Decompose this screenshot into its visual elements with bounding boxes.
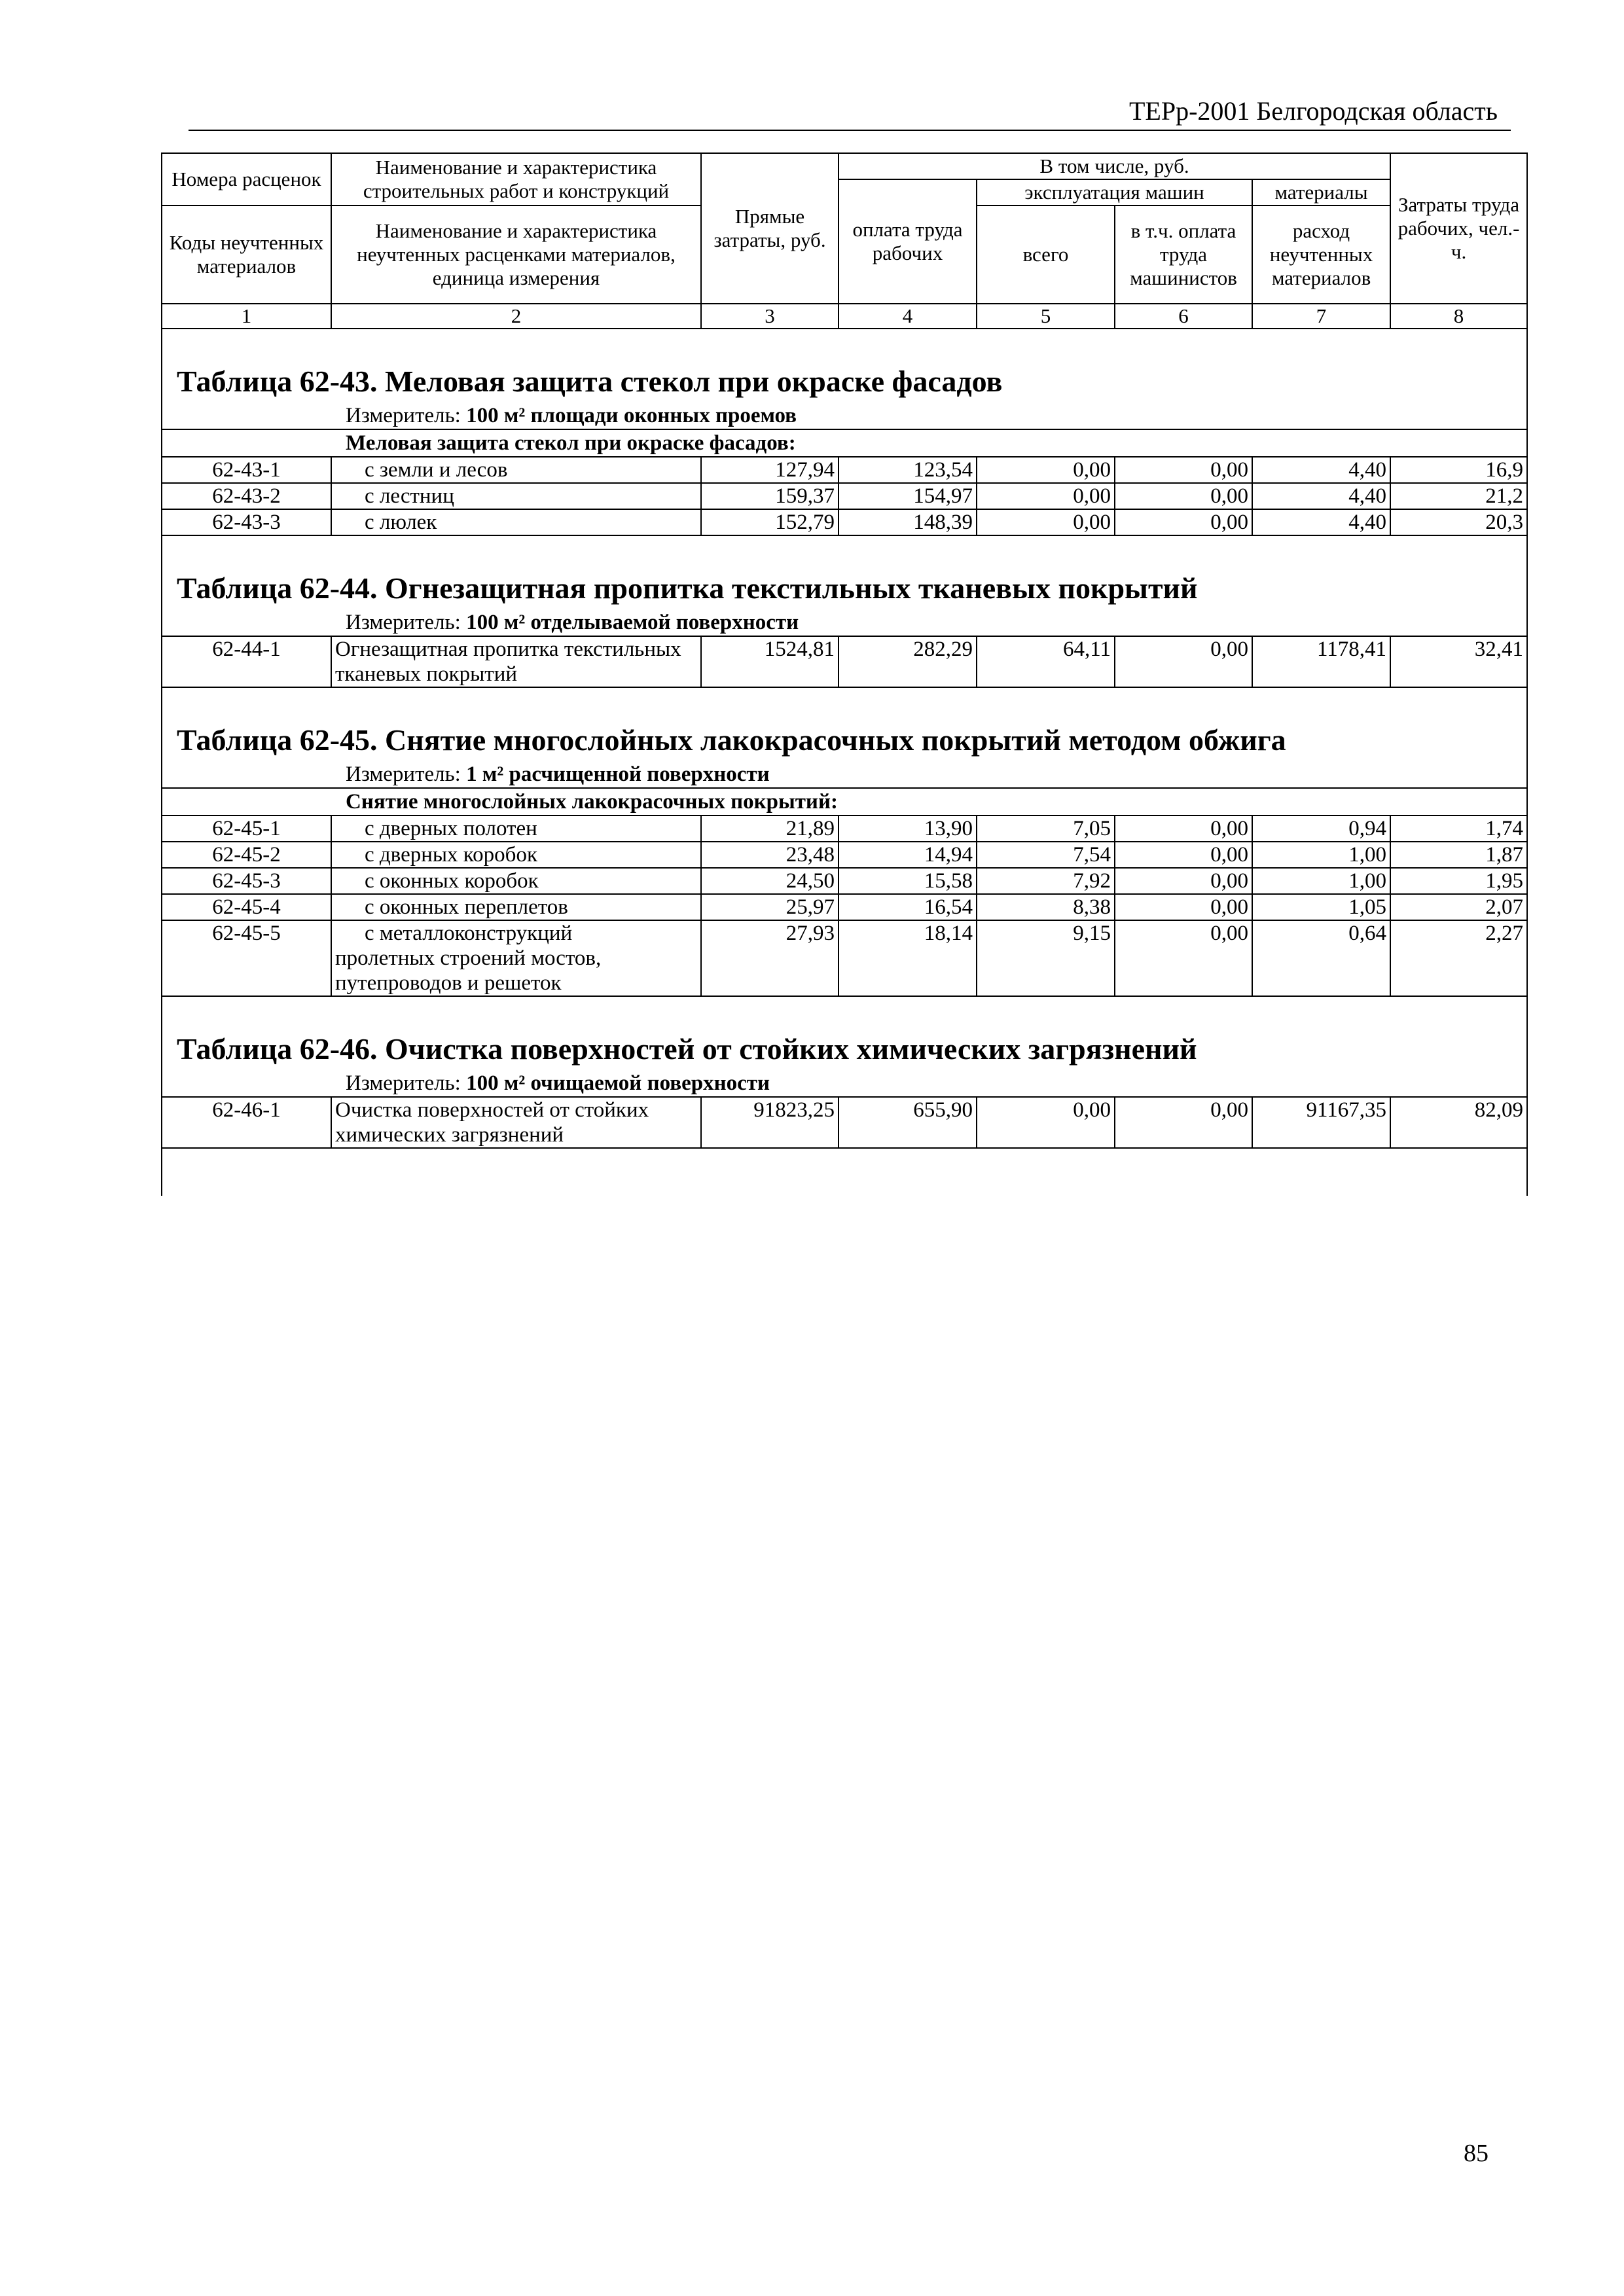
col1-top-header: Номера расценок bbox=[162, 153, 331, 206]
table-continuation bbox=[162, 1148, 1527, 1196]
col7-header: расход неучтенных материалов bbox=[1252, 206, 1390, 304]
direct-costs: 21,89 bbox=[701, 816, 839, 842]
section-gap bbox=[162, 535, 1527, 567]
rates-table bbox=[161, 152, 1528, 1196]
operator-wages: 0,00 bbox=[1115, 816, 1252, 842]
table-row bbox=[162, 868, 1527, 894]
worker-wages: 15,58 bbox=[839, 868, 977, 894]
col-number: 3 bbox=[701, 304, 839, 329]
col-number: 8 bbox=[1390, 304, 1527, 329]
rate-code: 62-45-1 bbox=[162, 816, 331, 842]
section-title: Таблица 62-43. Меловая защита стекол при окраске фасадов bbox=[162, 361, 1527, 403]
direct-costs: 152,79 bbox=[701, 509, 839, 535]
materials-cost: 1,00 bbox=[1252, 842, 1390, 868]
col3-header: Прямые затраты, руб. bbox=[701, 153, 839, 304]
materials-cost: 91167,35 bbox=[1252, 1097, 1390, 1148]
rate-name: с оконных коробок bbox=[331, 868, 701, 894]
labor-hours: 82,09 bbox=[1390, 1097, 1527, 1148]
materials-cost: 4,40 bbox=[1252, 483, 1390, 509]
rate-code: 62-43-1 bbox=[162, 457, 331, 483]
machines-total: 8,38 bbox=[977, 894, 1115, 920]
table-row bbox=[162, 483, 1527, 509]
measure-unit bbox=[162, 761, 1527, 788]
measure-unit bbox=[162, 1070, 1527, 1097]
materials-cost: 1178,41 bbox=[1252, 636, 1390, 687]
rate-name: с люлек bbox=[331, 509, 701, 535]
materials-cost: 0,94 bbox=[1252, 816, 1390, 842]
table-row bbox=[162, 457, 1527, 483]
worker-wages: 13,90 bbox=[839, 816, 977, 842]
col5-header: всего bbox=[977, 206, 1115, 304]
machines-total: 0,00 bbox=[977, 483, 1115, 509]
worker-wages: 154,97 bbox=[839, 483, 977, 509]
measure-value: 1 м² расчищенной поверхности bbox=[466, 762, 770, 786]
labor-hours: 20,3 bbox=[1390, 509, 1527, 535]
rate-name-line1: с металлоконструкций bbox=[365, 922, 573, 945]
machines-total: 7,92 bbox=[977, 868, 1115, 894]
operator-wages: 0,00 bbox=[1115, 920, 1252, 996]
page-number: 85 bbox=[1464, 2140, 1489, 2167]
rate-code: 62-43-3 bbox=[162, 509, 331, 535]
measure-value: 100 м² отделываемой поверхности bbox=[466, 611, 799, 634]
table-row bbox=[162, 920, 1527, 996]
col6-header: в т.ч. оплата труда машинистов bbox=[1115, 206, 1252, 304]
running-title: ТЕРр-2001 Белгородская область bbox=[1128, 96, 1498, 126]
measure-unit bbox=[162, 403, 1527, 429]
rate-name: с земли и лесов bbox=[331, 457, 701, 483]
operator-wages: 0,00 bbox=[1115, 1097, 1252, 1148]
measure-label: Измеритель: bbox=[346, 611, 461, 634]
table-row bbox=[162, 894, 1527, 920]
rate-code: 62-44-1 bbox=[162, 636, 331, 687]
worker-wages: 282,29 bbox=[839, 636, 977, 687]
labor-hours: 32,41 bbox=[1390, 636, 1527, 687]
rate-name bbox=[331, 920, 701, 996]
section-title: Таблица 62-45. Снятие многослойных лакокрасочных покрытий методом обжига bbox=[162, 719, 1527, 761]
direct-costs: 127,94 bbox=[701, 457, 839, 483]
worker-wages: 18,14 bbox=[839, 920, 977, 996]
direct-costs: 25,97 bbox=[701, 894, 839, 920]
rate-code: 62-45-3 bbox=[162, 868, 331, 894]
page-header bbox=[189, 92, 1511, 131]
col-number: 6 bbox=[1115, 304, 1252, 329]
operator-wages: 0,00 bbox=[1115, 842, 1252, 868]
section-title: Таблица 62-44. Огнезащитная пропитка текстильных тканевых покрытий bbox=[162, 567, 1527, 609]
section-gap bbox=[162, 687, 1527, 719]
rate-name: Огнезащитная пропитка текстильных тканевых покрытий bbox=[331, 636, 701, 687]
col1-bottom-header: Коды неучтенных материалов bbox=[162, 206, 331, 304]
col-number: 2 bbox=[331, 304, 701, 329]
labor-hours: 1,74 bbox=[1390, 816, 1527, 842]
operator-wages: 0,00 bbox=[1115, 509, 1252, 535]
group-heading: Меловая защита стекол при окраске фасадов: bbox=[162, 429, 1527, 457]
machines-total: 64,11 bbox=[977, 636, 1115, 687]
table-row bbox=[162, 816, 1527, 842]
operator-wages: 0,00 bbox=[1115, 483, 1252, 509]
rate-name-line2: пролетных строений мостов, путепроводов и решеток bbox=[335, 946, 602, 995]
materials-cost: 0,64 bbox=[1252, 920, 1390, 996]
table-row bbox=[162, 1097, 1527, 1148]
rate-name: с лестниц bbox=[331, 483, 701, 509]
table-row bbox=[162, 636, 1527, 687]
operator-wages: 0,00 bbox=[1115, 636, 1252, 687]
labor-hours: 1,87 bbox=[1390, 842, 1527, 868]
direct-costs: 1524,81 bbox=[701, 636, 839, 687]
col-number: 5 bbox=[977, 304, 1115, 329]
col-number: 1 bbox=[162, 304, 331, 329]
rate-code: 62-43-2 bbox=[162, 483, 331, 509]
measure-label: Измеритель: bbox=[346, 404, 461, 427]
operator-wages: 0,00 bbox=[1115, 868, 1252, 894]
worker-wages: 123,54 bbox=[839, 457, 977, 483]
materials-cost: 1,05 bbox=[1252, 894, 1390, 920]
worker-wages: 655,90 bbox=[839, 1097, 977, 1148]
machines-total: 7,54 bbox=[977, 842, 1115, 868]
labor-hours: 16,9 bbox=[1390, 457, 1527, 483]
rate-code: 62-46-1 bbox=[162, 1097, 331, 1148]
direct-costs: 91823,25 bbox=[701, 1097, 839, 1148]
table-row bbox=[162, 842, 1527, 868]
machines-total: 0,00 bbox=[977, 509, 1115, 535]
rate-name: с оконных переплетов bbox=[331, 894, 701, 920]
col-number: 4 bbox=[839, 304, 977, 329]
worker-wages: 14,94 bbox=[839, 842, 977, 868]
rate-name: с дверных полотен bbox=[331, 816, 701, 842]
measure-label: Измеритель: bbox=[346, 762, 461, 786]
operator-wages: 0,00 bbox=[1115, 457, 1252, 483]
direct-costs: 27,93 bbox=[701, 920, 839, 996]
direct-costs: 23,48 bbox=[701, 842, 839, 868]
col2-top-header: Наименование и характеристика строительных работ и конструкций bbox=[331, 153, 701, 206]
col4-header: оплата труда рабочих bbox=[839, 179, 977, 304]
table-row bbox=[162, 509, 1527, 535]
measure-unit bbox=[162, 609, 1527, 636]
measure-value: 100 м² площади оконных проемов bbox=[466, 404, 797, 427]
labor-hours: 21,2 bbox=[1390, 483, 1527, 509]
section-gap bbox=[162, 329, 1527, 361]
labor-hours: 1,95 bbox=[1390, 868, 1527, 894]
machines-header: эксплуатация машин bbox=[977, 179, 1252, 206]
included-header: В том числе, руб. bbox=[839, 153, 1390, 179]
measure-value: 100 м² очищаемой поверхности bbox=[466, 1071, 770, 1095]
rate-code: 62-45-2 bbox=[162, 842, 331, 868]
measure-label: Измеритель: bbox=[346, 1071, 461, 1095]
direct-costs: 159,37 bbox=[701, 483, 839, 509]
rate-name: с дверных коробок bbox=[331, 842, 701, 868]
section-gap bbox=[162, 996, 1527, 1028]
machines-total: 0,00 bbox=[977, 1097, 1115, 1148]
materials-header: материалы bbox=[1252, 179, 1390, 206]
worker-wages: 148,39 bbox=[839, 509, 977, 535]
group-heading: Снятие многослойных лакокрасочных покрытий: bbox=[162, 788, 1527, 816]
labor-hours: 2,27 bbox=[1390, 920, 1527, 996]
operator-wages: 0,00 bbox=[1115, 894, 1252, 920]
materials-cost: 4,40 bbox=[1252, 457, 1390, 483]
materials-cost: 4,40 bbox=[1252, 509, 1390, 535]
section-title: Таблица 62-46. Очистка поверхностей от стойких химических загрязнений bbox=[162, 1028, 1527, 1070]
rate-name: Очистка поверхностей от стойких химических загрязнений bbox=[331, 1097, 701, 1148]
col-number: 7 bbox=[1252, 304, 1390, 329]
materials-cost: 1,00 bbox=[1252, 868, 1390, 894]
machines-total: 9,15 bbox=[977, 920, 1115, 996]
rate-code: 62-45-4 bbox=[162, 894, 331, 920]
col8-header: Затраты труда рабочих, чел.-ч. bbox=[1390, 153, 1527, 304]
rate-code: 62-45-5 bbox=[162, 920, 331, 996]
worker-wages: 16,54 bbox=[839, 894, 977, 920]
machines-total: 7,05 bbox=[977, 816, 1115, 842]
direct-costs: 24,50 bbox=[701, 868, 839, 894]
labor-hours: 2,07 bbox=[1390, 894, 1527, 920]
machines-total: 0,00 bbox=[977, 457, 1115, 483]
col2-bottom-header: Наименование и характеристика неучтенных расценками материалов, единица измерения bbox=[331, 206, 701, 304]
